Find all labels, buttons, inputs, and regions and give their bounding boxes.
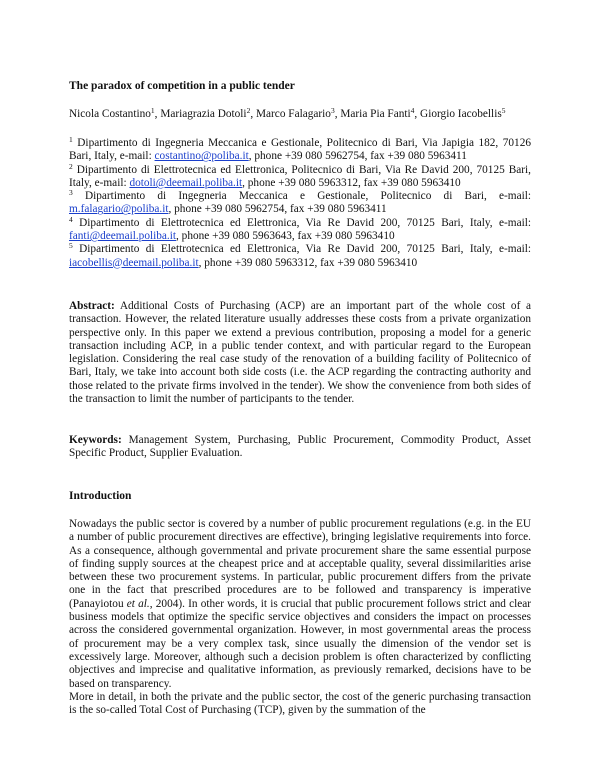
keywords-text: Management System, Purchasing, Public Procurement, Commodity Product, Asset Specific Product, Supplier Evaluation. — [69, 434, 531, 460]
introduction-body — [69, 518, 531, 717]
author: Nicola Costantino$^1$, — [69, 106, 161, 120]
abstract — [69, 300, 531, 406]
email-link[interactable]: costantino@poliba.it — [154, 150, 249, 163]
author: Giorgio Iacobellis$^5$ — [420, 106, 506, 120]
affiliation: $^5$ Dipartimento di Elettrotecnica ed Elettronica, Via Re David 200, 70125 Bari, Italy, e-mail: iacobellis@deemail.poliba.it, phone +39 080 5963312, fax +39 080 5963410 — [69, 241, 531, 269]
paragraph: Nowadays the public sector is covered by a number of public procurement regulations (e.g. in the EU a number of public procurement directives are effective), bringing legislative requirements into force. As a consequence, although governmental and private procurement share the same essential purpose of finding supply sources at the cheapest price and at acceptable quality, several dissimilarities arise between these two procurement systems. In particular, public procurement differs from the private one in the fact that prescribed procedures are to be followed and transparency is imperative (Panayiotou et al., 2004). In other words, it is crucial that public procurement follows strict and clear business models that optimize the specific service objectives and considers the impact on processes across the considered governmental organization. However, in most governmental areas the process of procurement may be a very complex task, since usually the dimension of the vendor set is excessively large. Moreover, although such a decision problem is often characterized by conflicting objectives and imprecise and qualitative information, as previously remarked, decisions have to be based on transparency. — [69, 518, 532, 690]
author-list — [69, 108, 531, 121]
email-link[interactable]: iacobellis@deemail.poliba.it — [69, 256, 199, 269]
keywords-label: Keywords: — [69, 434, 122, 446]
affiliation: $^2$ Dipartimento di Elettrotecnica ed Elettronica, Politecnico di Bari, Via Re David 200, 70125 Bari, Italy, e-mail: dotoli@deemail.poliba.it, phone +39 080 5963312, fax +39 080 5963410 — [69, 161, 531, 189]
author: Maria Pia Fanti$^4$, — [340, 106, 421, 120]
keywords — [69, 434, 531, 461]
email-link[interactable]: fanti@deemail.poliba.it — [69, 230, 177, 243]
section-heading: Introduction — [69, 490, 132, 502]
affiliation: $^3$ Dipartimento di Ingegneria Meccanica e Gestionale, Politecnico di Bari, e-mail: m.falagario@poliba.it, phone +39 080 5962754, fax +39 080 5963411 — [69, 188, 531, 216]
abstract-text: Additional Costs of Purchasing (ACP) are an important part of the whole cost of a transaction. However, the related literature usually addresses these costs from a private organization perspective only. In this paper we extend a previous contribution, proposing a model for a generic transaction including ACP, in a public tender context, and with particular regard to the European legislation. Considering the real case study of the renovation of a building facility of Politecnico of Bari, Italy, we take into account both side costs (i.e. the ACP regarding the contracting authority and those related to the private firms involved in the tender). We show the convenience from both sides of the transaction to limit the number of participants to the tender. — [69, 300, 532, 406]
email-link[interactable]: m.falagario@poliba.it — [69, 203, 169, 216]
abstract-label: Abstract: — [69, 300, 115, 312]
author: Marco Falagario$^3$, — [255, 106, 341, 120]
email-link[interactable]: dotoli@deemail.poliba.it — [129, 176, 243, 189]
affiliation: $^1$ Dipartimento di Ingegneria Meccanica e Gestionale, Politecnico di Bari, Via Japigia 182, 70126 Bari, Italy, e-mail: costantino@poliba.it, phone +39 080 5962754, fax +39 080 5963411 — [69, 135, 532, 163]
paragraph: More in detail, in both the private and the public sector, the cost of the generic purchasing transaction is the so-called Total Cost of Purchasing (TCP), given by the summation of the — [69, 690, 531, 717]
affiliations — [69, 137, 531, 270]
paper-title: The paradox of competition in a public tender — [69, 80, 295, 92]
author: Mariagrazia Dotoli$^2$, — [160, 106, 256, 120]
affiliation: $^4$ Dipartimento di Elettrotecnica ed Elettronica, Via Re David 200, 70125 Bari, Italy, e-mail: fanti@deemail.poliba.it, phone +39 080 5963643, fax +39 080 5963410 — [69, 214, 531, 243]
